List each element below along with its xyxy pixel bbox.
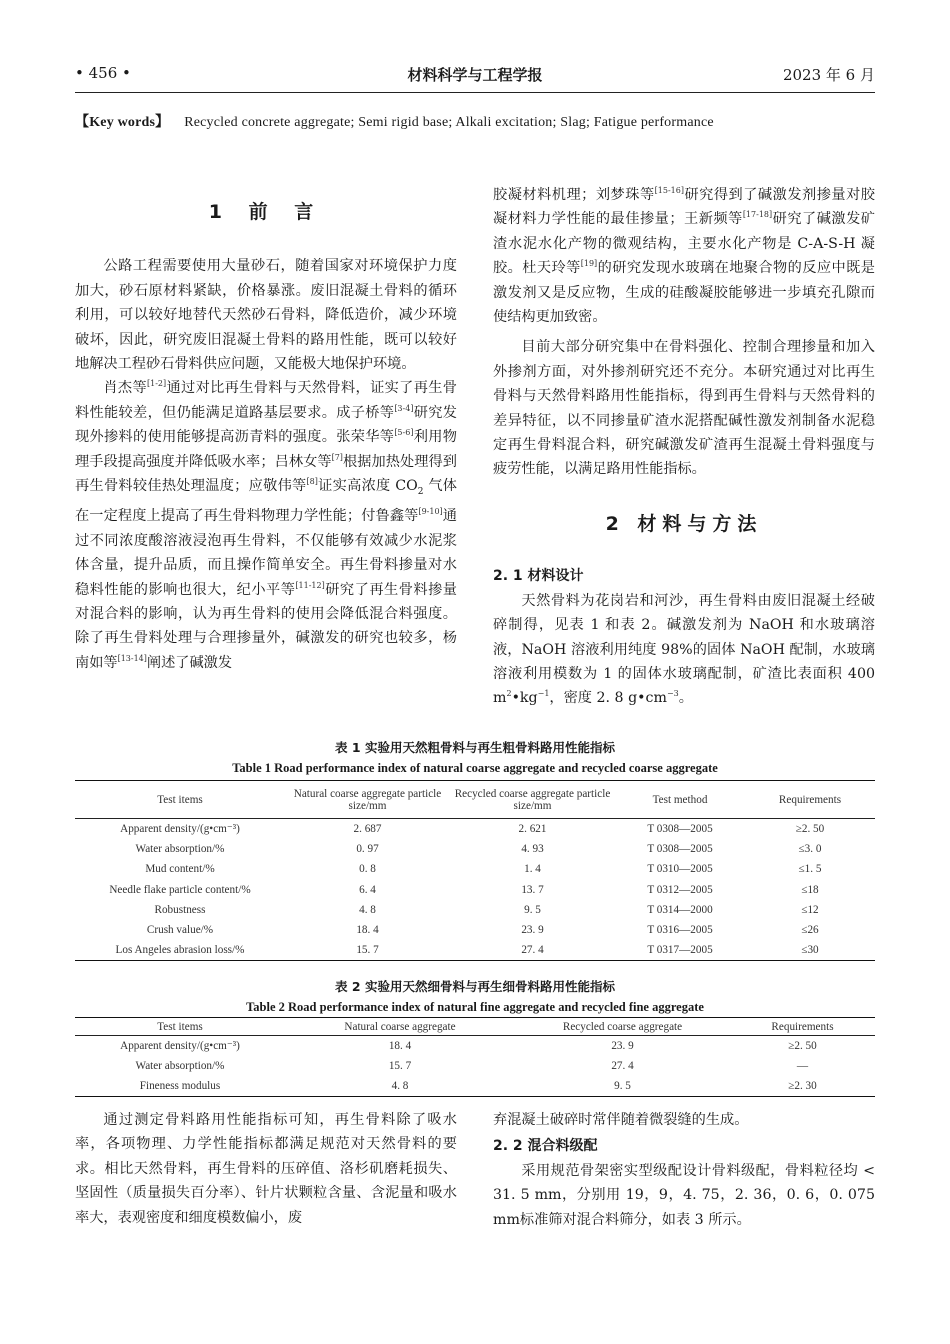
table-cell: Water absorption/% [135,1059,225,1072]
citation: [19] [580,259,598,269]
table-cell: 27. 4 [611,1059,634,1072]
table-cell: 4. 93 [521,842,544,855]
table-row [75,920,875,940]
table-cell: ≥2. 50 [795,822,825,835]
table-cell: T 0314—2000 [647,903,713,916]
table-cell: ≤12 [801,903,819,916]
left-column-bottom [75,1108,457,1230]
header-rule [75,92,875,93]
table-2-caption-en: Table 2 Road performance index of natural fine aggregate and recycled fine aggregate [246,1000,704,1014]
table-cell: ≤18 [801,883,819,896]
intro-paragraph-3: 胶凝材料机理；刘梦珠等[15-16]研究得到了碱激发剂掺量对胶凝材料力学性能的最佳掺量；王新频等[17-18]研究了碱激发矿渣水泥水化产物的微观结构，主要水化产物是 C-A-S-H 凝胶。杜天玲等[19]的研究发现水玻璃在地聚合物的反应中既是激发剂又是反应物，生成的硅酸凝胶能够进一步填充孔隙而使结构更加致密。 [493,186,875,326]
table-header: Requirements [745,781,875,819]
table-row [75,879,875,899]
table-cell: T 0312—2005 [647,883,713,896]
table-cell: 18. 4 [356,924,379,937]
table-cell: Los Angeles abrasion loss/% [75,940,285,960]
table-1 [75,780,875,961]
citation: [5-6] [394,428,414,438]
subsection-2-2-title: 2. 2 混合料级配 [493,1138,598,1155]
citation: [17-18] [742,210,773,220]
materials-paragraph: 天然骨料为花岗岩和河沙，再生骨料由废旧混凝土经破碎制得，见表 1 和表 2。碱激发剂为 NaOH 和水玻璃溶液，NaOH 溶液利用纯度 98%的固体 NaOH 配制，水玻璃溶液利用模数为 1 的固体水玻璃配制，矿渣比表面积 400 $m^2•kg^{-1}$，密度 2. 8 $g•cm^{-3}$。 [493,592,875,707]
citation: [3-4] [394,403,414,413]
citation: [1-2] [147,379,167,389]
citation: [15-16] [654,186,684,195]
table-cell: T 0308—2005 [647,822,713,835]
table-cell: ≤26 [801,924,819,937]
table-header: Test method [615,781,745,819]
citation: [7] [331,452,343,462]
table-cell: T 0308—2005 [647,842,713,855]
table-row [75,940,875,960]
table-cell: 4. 8 [359,903,376,916]
journal-title: 材料科学与工程学报 [407,66,543,84]
table-header: Requirements [730,1018,875,1036]
table-1-caption-cn: 表 1 实验用天然粗骨料与再生粗骨料路用性能指标 [335,740,615,755]
table-cell: 23. 9 [611,1039,634,1052]
table-cell: 9. 5 [515,1076,730,1096]
table-row [75,1036,875,1056]
page-number: • 456 • [75,64,131,82]
table-cell: Fineness modulus [75,1076,285,1096]
table-cell: 2. 687 [353,822,382,835]
table-2 [75,1017,875,1097]
table-cell: 0. 97 [356,842,379,855]
table-cell: T 0316—2005 [647,924,713,937]
table-cell: T 0317—2005 [615,940,745,960]
table-cell: 15. 7 [285,940,450,960]
aggregate-comparison-continued: 弃混凝土破碎时常伴随着微裂缝的生成。 [493,1112,749,1128]
table-row [75,819,875,839]
table-cell: 9. 5 [524,903,541,916]
intro-paragraph-4: 目前大部分研究集中在骨料强化、控制合理掺量和加入外掺剂方面，对外掺剂研究还不充分。本研究通过对比再生骨料与天然骨料路用性能指标，得到再生骨料与天然骨料的差异特征，以不同掺量矿渣水泥搭配碱性激发剂制备水泥稳定再生骨料混合料，研究碱激发矿渣再生混凝土骨料强度与疲劳性能，以满足路用性能指标。 [493,339,875,478]
table-cell: 2. 621 [518,822,547,835]
citation: [13-14] [117,653,147,663]
table-row [75,1076,875,1096]
right-column-top [493,183,875,711]
right-column-bottom [493,1108,875,1232]
aggregate-comparison-paragraph: 通过测定骨料路用性能指标可知，再生骨料除了吸水率，各项物理、力学性能指标都满足规范对天然骨料的要求。相比天然骨料，再生骨料的压碎值、洛杉矶磨耗损失、坚固性（质量损失百分率）、针片状颗粒含量、含泥量和吸水率大，表观密度和细度模数偏小，废 [75,1112,457,1226]
table-cell: 23. 9 [521,924,544,937]
intro-paragraph-1: 公路工程需要使用大量砂石，随着国家对环境保护力度加大，砂石原材料紧缺，价格暴涨。废旧混凝土骨料的循环利用，可以较好地替代天然砂石骨料，降低造价，减少环境破坏，因此，研究废旧混凝土骨料的路用性能，既可以较好地解决工程砂石骨料供应问题，又能极大地保护环境。 [75,258,457,373]
subsection-2-1-title: 2. 1 材料设计 [493,568,584,585]
table-row [75,900,875,920]
table-cell: 13. 7 [521,883,544,896]
table-cell: ≥2. 30 [730,1076,875,1096]
table-cell: 18. 4 [388,1039,412,1052]
table-cell: Robustness [154,903,206,916]
table-cell: ≥2. 50 [788,1039,817,1052]
table-cell: ≤3. 0 [798,842,822,855]
citation: [11-12] [295,580,325,590]
table-cell: Needle flake particle content/% [109,883,251,896]
issue-date: 2023 年 6 月 [782,66,875,84]
section-2-title: 2 材料与方法 [605,512,763,535]
table-cell: 0. 8 [359,863,376,876]
table-cell: 4. 8 [285,1076,515,1096]
table-header: Recycled coarse aggregate [515,1018,730,1036]
table-header: Natural coarse aggregate particle size/mm [285,781,450,819]
table-cell: 27. 4 [450,940,615,960]
table-cell: T 0310—2005 [647,863,713,876]
table-cell: 1. 4 [524,863,541,876]
table-cell: ≤1. 5 [798,863,822,876]
table-cell: Water absorption/% [135,842,225,855]
table-cell: ≤30 [745,940,875,960]
left-column-top [75,200,457,675]
table-row [75,1056,875,1076]
section-1-title: 1 前 言 [208,201,324,223]
table-header: Natural coarse aggregate [285,1018,515,1036]
table-cell: Apparent density/(g•cm⁻³) [120,823,240,836]
table-cell: Crush value/% [146,924,214,937]
table-2-caption-cn: 表 2 实验用天然细骨料与再生细骨料路用性能指标 [335,979,615,994]
table-header: Recycled coarse aggregate particle size/mm [450,781,615,819]
keywords-text: Recycled concrete aggregate; Semi rigid base; Alkali excitation; Slag; Fatigue performance [184,115,714,130]
citation: [8] [306,477,318,487]
table-cell: Apparent density/(g•cm⁻³) [120,1040,240,1053]
table-header: Test items [75,781,285,819]
intro-paragraph-2: 肖杰等[1-2]通过对比再生骨料与天然骨料，证实了再生骨料性能较差，但仍能满足道路基层要求。成子桥等[3-4]研究发现外掺料的使用能够提高沥青料的强度。张荣华等[5-6]利用物理手段提高强度并降低吸水率；吕林女等[7]根据加热处理得到再生骨料较佳热处理温度；应敬伟等[8]证实高浓度 $CO_2$ 气体在一定程度上提高了再生骨料物理力学性能；付鲁鑫等[9-10]通过不同浓度酸溶液浸泡再生骨料，不仅能够有效减少水泥浆体含量，提升品质，而且操作简单安全。再生骨料掺量对水稳料性能的影响也很大，纪小平等[11-12]研究了再生骨料掺量对混合料的影响，认为再生骨料的使用会降低混合料强度。除了再生骨料处理与合理掺量外，碱激发的研究也较多，杨南如等[13-14]阐述了碱激发 [75,379,457,671]
keywords [75,110,875,135]
citation: [9-10] [418,507,443,517]
table-cell: Mud content/% [145,863,215,876]
table-1-caption-en: Table 1 Road performance index of natural coarse aggregate and recycled coarse aggregate [232,761,718,775]
gradation-paragraph: 采用规范骨架密实型级配设计骨料级配，骨料粒径均 < 31. 5 mm，分别用 19，9，4. 75，2. 36，0. 6，0. 075 mm标准筛对混合料筛分，如表 3 所示。 [493,1162,875,1228]
table-cell: — [796,1059,809,1072]
table-header: Test items [75,1018,285,1036]
table-row [75,839,875,859]
table-row [75,859,875,879]
table-cell: 15. 7 [388,1059,412,1072]
table-cell: 6. 4 [359,883,376,896]
keywords-label: 【Key words】 [75,115,170,130]
